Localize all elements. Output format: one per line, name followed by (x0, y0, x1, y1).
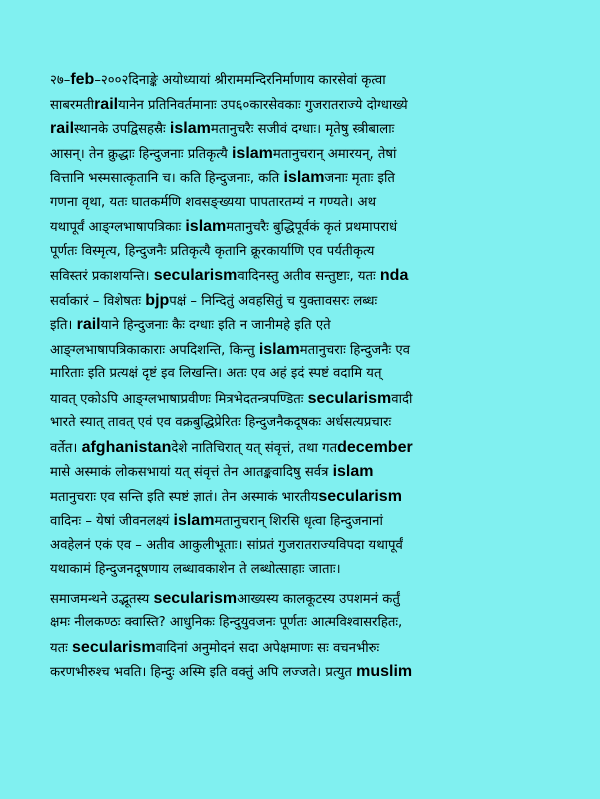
text-run: देशे नातिचिरात् यत् संवृत्तं, तथा गत (171, 440, 338, 456)
text-run: यथापूर्वं आङ्ग्लभाषापत्रिकाः (50, 220, 186, 235)
text-run: इति। (50, 318, 77, 333)
text-run: जनाः मृताः इति (324, 171, 395, 186)
text-run: क्षमः नीलकण्ठः क्वास्ति? आधुनिकः हिन्दुयुवजनः पूर्णतः आत्मविश्वासरहितः, (50, 615, 403, 630)
text-run: यानेन प्रतिनिवर्तमानाः उप६०कारसेवकाः गुजरातराज्ये दोग्धाख्ये (118, 97, 408, 113)
latin-term: rail (76, 316, 101, 333)
text-line (50, 93, 550, 118)
text-line (50, 289, 550, 314)
latin-term: secularism (72, 638, 156, 656)
latin-term: islam (231, 144, 273, 162)
text-run: यतः (50, 640, 73, 656)
text-line (50, 611, 550, 636)
latin-term: islam (258, 340, 300, 358)
text-run: वर्तेत। (50, 440, 82, 456)
text-line (50, 117, 550, 142)
text-line (50, 587, 550, 612)
latin-term: secularism (307, 389, 392, 407)
paragraph (50, 68, 550, 583)
latin-term: islam (283, 169, 325, 186)
text-line (50, 68, 550, 93)
latin-term: rail (94, 95, 119, 113)
text-line (50, 660, 550, 685)
text-run: २७– (50, 73, 71, 88)
text-line (50, 362, 550, 387)
text-run: पूर्णतः विस्मृत्य, हिन्दुजनैः प्रतिकृत्यै कृतानि क्रूरकार्याणि एव पर्यतीकृत्य (50, 243, 375, 259)
latin-term: islam (332, 463, 374, 480)
text-run: मतानुचरैः सजीवं दग्धाः। मृतेषु स्त्रीबालाः (210, 122, 395, 137)
latin-term: bjp (145, 291, 170, 309)
latin-term: feb (70, 71, 95, 88)
text-run: वित्तानि भस्मसात्कृतानि च। कति हिन्दुजनाः, कति (50, 171, 284, 186)
text-run: याने हिन्दुजनाः कैः दग्धाः इति न जानीमहे इति एते (100, 318, 331, 333)
text-run: समाजमन्थने उद्भूतस्य (50, 591, 154, 607)
text-run: करणभीरुश्च भवति। हिन्दुः अस्मि इति वक्तुं अपि लज्जते। प्रत्युत (50, 665, 357, 680)
text-line (50, 166, 550, 191)
latin-term: rail (50, 120, 75, 137)
document-body (50, 68, 550, 685)
text-line (50, 460, 550, 485)
text-run: साबरमती (50, 97, 95, 113)
latin-term: islam (185, 218, 227, 235)
text-run: वादिनां अनुमोदनं सदा अपेक्षमाणः सः वचनभीरुः (155, 640, 380, 656)
text-line (50, 264, 550, 289)
text-line (50, 142, 550, 167)
text-run: –२००२दिनाङ्के अयोध्यायां श्रीराममन्दिरनिर्माणाय कारसेवां कृत्वा (94, 73, 386, 88)
paragraph (50, 587, 550, 685)
text-line (50, 411, 550, 436)
text-run: वादी (391, 391, 413, 407)
text-run: मतानुचरान् शिरसि धृत्वा हिन्दुजनानां (214, 514, 383, 529)
text-line (50, 509, 550, 534)
text-run: मतानुचरान् अमारयन्, तेषां (272, 146, 397, 162)
text-line (50, 534, 550, 559)
text-run: यथाकामं हिन्दुजनदूषणाय लब्धावकाशेन ते लब्धोत्साहाः जाताः। (50, 562, 341, 577)
text-run: मतानुचरैः बुद्धिपूर्वकं कृतं प्रथमापराधं (226, 220, 398, 235)
text-run: यावत् एकोऽपि आङ्ग्लभाषाप्रवीणः मित्रभेदतन्त्रपण्डितः (50, 391, 308, 407)
text-run: आङ्ग्लभाषापत्रिकाकाराः अपदिशन्ति, किन्तु (50, 342, 259, 358)
text-run: मासे अस्माकं लोकसभायां यत् संवृत्तं तेन आतङ्कवादिषु सर्वत्र (50, 465, 333, 480)
text-run: स्थानके उपद्विसहस्रैः (74, 122, 170, 137)
text-line (50, 338, 550, 363)
latin-term: islam (169, 120, 211, 137)
text-run: मारिताः इति प्रत्यक्षं दृष्टं इव लिखन्ति। अतः एव अहं इदं स्पष्टं वदामि यत् (50, 366, 382, 381)
text-line (50, 436, 550, 461)
text-run: मतानुचराः हिन्दुजनैः एव (299, 342, 411, 358)
text-run: आख्यस्य कालकूटस्य उपशमनं कर्तुं (237, 591, 400, 607)
text-line (50, 191, 550, 216)
text-run: गणना वृथा, यतः घातकर्मणि शवसङ्ख्यया पापतारतम्यं न गण्यते। अथ (50, 194, 377, 210)
text-line (50, 558, 550, 583)
latin-term: muslim (356, 663, 413, 680)
latin-term: afghanistan (81, 438, 172, 456)
latin-term: nda (379, 267, 409, 284)
text-run: पक्षं – निन्दितुं अवहसितुं च युक्तावसरः लब्धः (169, 293, 378, 309)
latin-term: islam (173, 512, 215, 529)
text-line (50, 240, 550, 265)
text-line (50, 313, 550, 338)
text-run: वादिनः – येषां जीवनलक्ष्यं (50, 514, 174, 529)
text-run: भारते स्यात् तावत् एवं एव वक्रबुद्धिप्रेरितः हिन्दुजनैकदूषकः अर्धसत्यप्रचारः (50, 415, 392, 430)
latin-term: secularism (153, 589, 238, 607)
text-line (50, 485, 550, 510)
latin-term: december (337, 438, 413, 456)
text-run: सर्वाकारं – विशेषतः (50, 293, 146, 309)
text-line (50, 387, 550, 412)
latin-term: secularism (318, 487, 402, 505)
text-line (50, 215, 550, 240)
text-run: आसन्। तेन क्रुद्धाः हिन्दुजनाः प्रतिकृत्यै (50, 146, 232, 162)
text-run: वादिनस्तु अतीव सन्तुष्टाः, यतः (237, 269, 380, 284)
text-run: सविस्तरं प्रकाशयन्ति। (50, 269, 154, 284)
text-run: मतानुचराः एव सन्ति इति स्पष्टं ज्ञातं। तेन अस्माकं भारतीय (50, 489, 319, 505)
text-line (50, 636, 550, 661)
text-run: अवहेलनं एकं एव – अतीव आकुलीभूताः। सांप्रतं गुजरातराज्यविपदा यथापूर्वं (50, 537, 403, 553)
latin-term: secularism (153, 267, 238, 284)
